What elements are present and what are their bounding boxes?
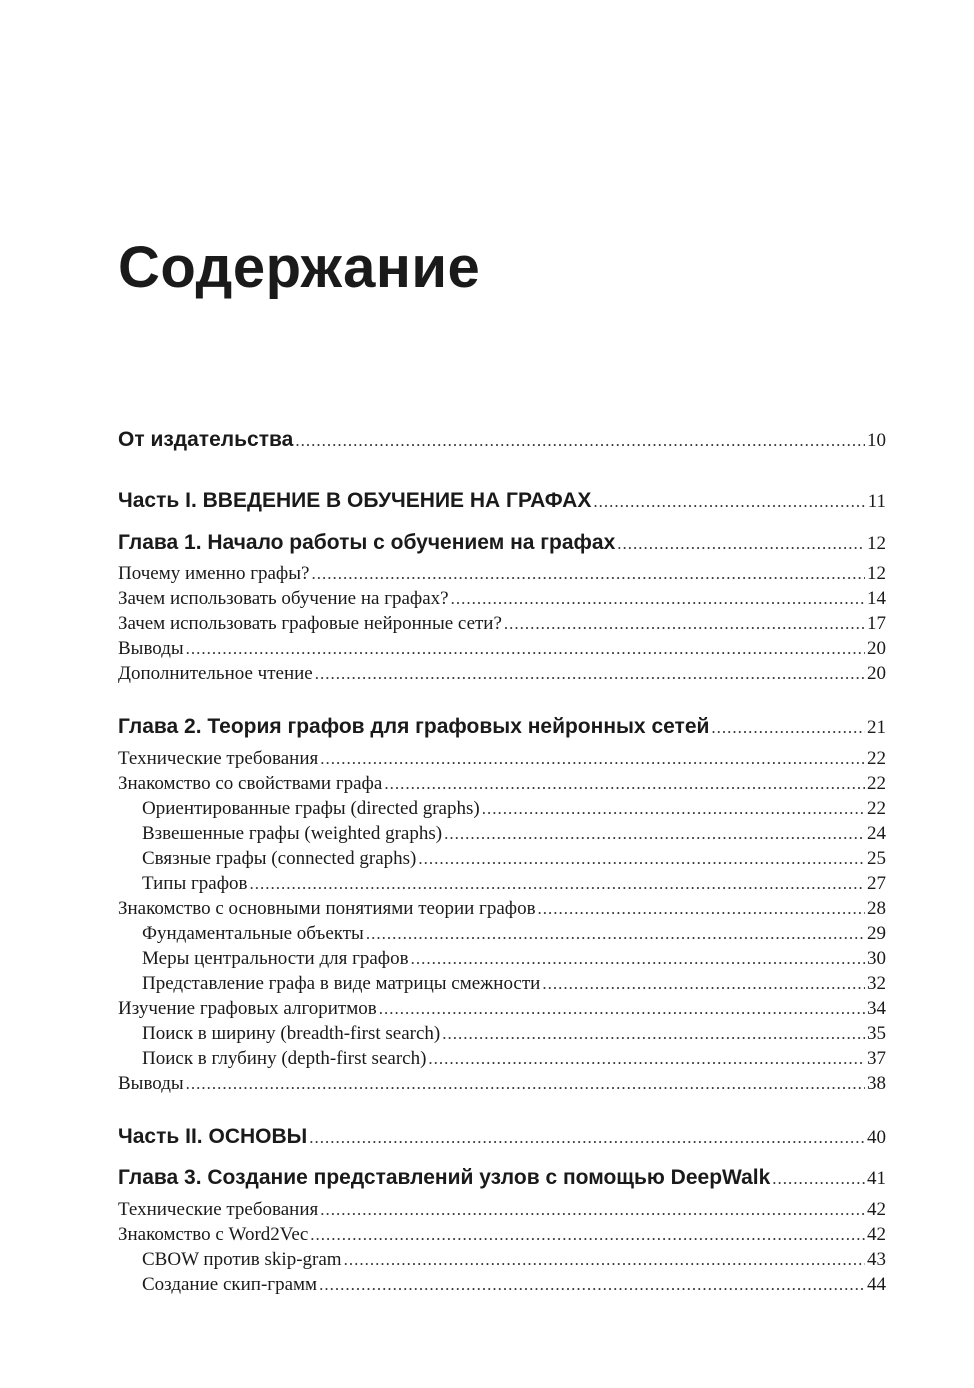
dot-leader <box>617 530 865 558</box>
toc-entry-label: Зачем использовать обучение на графах? <box>118 588 449 609</box>
toc-subentry <box>142 1046 886 1071</box>
dot-leader <box>711 714 865 742</box>
toc-entry <box>118 636 886 661</box>
page-title: Содержание <box>118 235 481 300</box>
toc-entry-chapter-2 <box>118 713 886 741</box>
toc-entry-page: 43 <box>867 1249 886 1270</box>
toc-entry-page: 27 <box>867 873 886 894</box>
toc-subentry <box>142 946 886 971</box>
dot-leader <box>384 771 865 796</box>
toc-entry-label: Глава 2. Теория графов для графовых нейронных сетей <box>118 715 710 738</box>
toc-entry-page: 11 <box>867 491 886 512</box>
toc-entry-page: 29 <box>867 923 886 944</box>
dot-leader <box>250 871 866 896</box>
toc-entry-page: 20 <box>867 663 886 684</box>
toc-entry <box>118 896 886 921</box>
toc-entry-label: Представление графа в виде матрицы смежности <box>142 973 541 994</box>
toc-entry-label: Взвешенные графы (weighted graphs) <box>142 823 443 844</box>
toc-entry-page: 20 <box>867 638 886 659</box>
toc-entry-page: 32 <box>867 973 886 994</box>
toc-entry-label: Часть I. ВВЕДЕНИЕ В ОБУЧЕНИЕ НА ГРАФАХ <box>118 489 592 512</box>
toc-subentry <box>142 846 886 871</box>
dot-leader <box>482 796 865 821</box>
toc-entry-label: Фундаментальные объекты <box>142 923 364 944</box>
toc-entry-label: Ориентированные графы (directed graphs) <box>142 798 480 819</box>
toc-entry-chapter-3 <box>118 1164 886 1192</box>
dot-leader <box>319 1272 865 1297</box>
dot-leader <box>320 1197 865 1222</box>
dot-leader <box>366 921 865 946</box>
toc-entry-label: Знакомство со свойствами графа <box>118 773 383 794</box>
dot-leader <box>186 1071 865 1096</box>
toc-entry <box>118 1071 886 1096</box>
toc-entry-page: 24 <box>867 823 886 844</box>
toc-entry-label: Типы графов <box>142 873 248 894</box>
toc-entry-publisher <box>118 426 886 454</box>
dot-leader <box>320 746 865 771</box>
toc-subentry <box>142 1272 886 1297</box>
dot-leader <box>451 586 865 611</box>
dot-leader <box>504 611 865 636</box>
toc-entry-label: Знакомство с Word2Vec <box>118 1224 309 1245</box>
toc-entry-label: Почему именно графы? <box>118 563 310 584</box>
toc-entry-label: Технические требования <box>118 748 319 769</box>
toc-entry-chapter-1 <box>118 529 886 557</box>
toc-entry-page: 38 <box>867 1073 886 1094</box>
dot-leader <box>444 821 865 846</box>
toc-entry-label: CBOW против skip-gram <box>142 1249 342 1270</box>
toc-entry-label: Технические требования <box>118 1199 319 1220</box>
toc-entry-label: Создание скип-грамм <box>142 1274 318 1295</box>
toc-entry-part-2 <box>118 1123 886 1151</box>
toc-subentry <box>142 1247 886 1272</box>
toc-entry-page: 22 <box>867 773 886 794</box>
toc-entry-label: Глава 1. Начало работы с обучением на графах <box>118 531 616 554</box>
toc-entry-page: 10 <box>867 430 886 451</box>
toc-entry-label: Часть II. ОСНОВЫ <box>118 1125 308 1148</box>
toc-entry-page: 12 <box>867 563 886 584</box>
toc-entry-label: Поиск в глубину (depth-first search) <box>142 1048 427 1069</box>
dot-leader <box>772 1165 865 1193</box>
toc-entry <box>118 996 886 1021</box>
toc-entry-page: 44 <box>867 1274 886 1295</box>
dot-leader <box>186 636 865 661</box>
toc-entry-page: 40 <box>867 1127 886 1148</box>
toc-entry-page: 35 <box>867 1023 886 1044</box>
toc-subentry <box>142 821 886 846</box>
toc-entry-page: 22 <box>867 748 886 769</box>
dot-leader <box>311 561 865 586</box>
toc-entry-label: Связные графы (connected graphs) <box>142 848 417 869</box>
dot-leader <box>295 427 865 455</box>
toc-subentry <box>142 871 886 896</box>
toc-entry-page: 21 <box>867 717 886 738</box>
dot-leader <box>593 488 865 516</box>
dot-leader <box>344 1247 865 1272</box>
toc-entry <box>118 586 886 611</box>
dot-leader <box>315 661 865 686</box>
toc-entry-page: 25 <box>867 848 886 869</box>
dot-leader <box>542 971 865 996</box>
dot-leader <box>428 1046 865 1071</box>
toc-entry-page: 37 <box>867 1048 886 1069</box>
toc-entry <box>118 561 886 586</box>
dot-leader <box>418 846 865 871</box>
toc-subentry <box>142 921 886 946</box>
toc-entry <box>118 661 886 686</box>
toc-subentry <box>142 796 886 821</box>
toc-entry <box>118 1222 886 1247</box>
toc-entry-page: 42 <box>867 1199 886 1220</box>
dot-leader <box>442 1021 865 1046</box>
toc-entry-page: 14 <box>867 588 886 609</box>
toc-entry <box>118 1197 886 1222</box>
toc-entry-page: 28 <box>867 898 886 919</box>
toc-entry-page: 34 <box>867 998 886 1019</box>
dot-leader <box>310 1222 865 1247</box>
toc-entry-page: 42 <box>867 1224 886 1245</box>
toc-entry-label: Глава 3. Создание представлений узлов с помощью DeepWalk <box>118 1166 771 1189</box>
toc-entry-label: Выводы <box>118 638 184 659</box>
toc-entry <box>118 611 886 636</box>
toc-entry-label: Поиск в ширину (breadth-first search) <box>142 1023 441 1044</box>
dot-leader <box>309 1124 865 1152</box>
dot-leader <box>411 946 865 971</box>
toc-entry-label: Дополнительное чтение <box>118 663 313 684</box>
toc-entry-label: Знакомство с основными понятиями теории графов <box>118 898 536 919</box>
dot-leader <box>538 896 865 921</box>
toc-subentry <box>142 971 886 996</box>
toc-entry-page: 41 <box>867 1168 886 1189</box>
toc-entry-label: Изучение графовых алгоритмов <box>118 998 377 1019</box>
toc-entry-label: Выводы <box>118 1073 184 1094</box>
toc-entry-label: Меры центральности для графов <box>142 948 409 969</box>
toc-entry <box>118 746 886 771</box>
toc-entry-page: 22 <box>867 798 886 819</box>
toc-entry-label: Зачем использовать графовые нейронные сети? <box>118 613 502 634</box>
dot-leader <box>379 996 865 1021</box>
toc-entry-part-1 <box>118 487 886 515</box>
toc-entry-page: 30 <box>867 948 886 969</box>
toc-entry-label: От издательства <box>118 428 294 451</box>
toc-subentry <box>142 1021 886 1046</box>
toc-entry <box>118 771 886 796</box>
toc-entry-page: 17 <box>867 613 886 634</box>
toc-entry-page: 12 <box>867 533 886 554</box>
